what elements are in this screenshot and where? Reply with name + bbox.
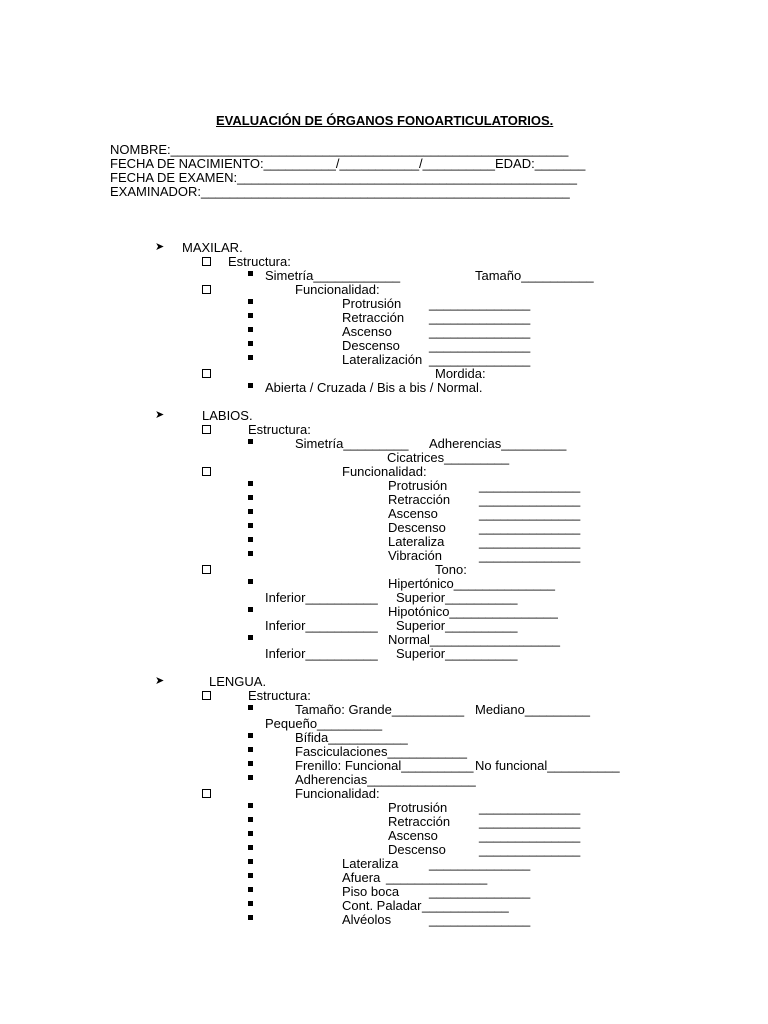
maxilar-mordida-options: Abierta / Cruzada / Bis a bis / Normal. [265,380,483,395]
labios-item-line: ______________ [479,520,581,535]
bullet-square-icon [248,733,253,738]
lengua-item-label: Cont. Paladar [342,898,422,913]
maxilar-heading: MAXILAR. [182,240,243,255]
labios-item-line: ______________ [479,506,581,521]
nombre-field: NOMBRE:_______________________________________________________ [110,142,569,157]
labios-hipotonico: Hipotónico_______________ [388,604,558,619]
maxilar-item-line: ______________ [429,338,531,353]
labios-simetria: Simetría_________ [295,436,409,451]
lengua-funcionalidad: Funcionalidad: [295,786,380,801]
labios-superior: Superior__________ [396,646,518,661]
labios-item-line: ______________ [479,478,581,493]
maxilar-estructura: Estructura: [228,254,291,269]
checkbox-icon [202,691,211,700]
labios-normal: Normal__________________ [388,632,561,647]
maxilar-item-line: ______________ [429,324,531,339]
bullet-square-icon [248,775,253,780]
chevron-right-icon: ➤ [155,675,165,687]
labios-item-label: Retracción [388,492,451,507]
bullet-square-icon [248,859,253,864]
labios-item-label: Ascenso [388,506,438,521]
chevron-right-icon: ➤ [155,241,165,253]
bullet-square-icon [248,495,253,500]
labios-adherencias: Adherencias_________ [429,436,567,451]
bullet-square-icon [248,607,253,612]
bullet-square-icon [248,383,253,388]
bullet-square-icon [248,705,253,710]
maxilar-item-label: Retracción [342,310,405,325]
lengua-item-line: ______________ [429,912,531,927]
lengua-item-line: ______________ [479,828,581,843]
labios-inferior: Inferior__________ [265,646,378,661]
checkbox-icon [202,369,211,378]
checkbox-icon [202,257,211,266]
checkbox-icon [202,789,211,798]
lengua-adherencias: Adherencias_______________ [295,772,476,787]
lengua-item-label: Alvéolos [342,912,392,927]
lengua-mediano: Mediano_________ [475,702,590,717]
checkbox-icon [202,467,211,476]
lengua-pequeno: Pequeño_________ [265,716,383,731]
fecha-nacimiento-field: FECHA DE NACIMIENTO:__________/___________/__________EDAD:_______ [110,156,586,171]
labios-heading: LABIOS. [202,408,253,423]
lengua-item-label: Afuera [342,870,381,885]
labios-item-label: Vibración [388,548,442,563]
bullet-square-icon [248,355,253,360]
lengua-item-label: Lateraliza [342,856,399,871]
labios-hipertonico: Hipertónico______________ [388,576,555,591]
bullet-square-icon [248,845,253,850]
maxilar-tamano: Tamaño__________ [475,268,594,283]
labios-funcionalidad: Funcionalidad: [342,464,427,479]
lengua-item-line: ______________ [429,856,531,871]
bullet-square-icon [248,635,253,640]
bullet-square-icon [248,873,253,878]
bullet-square-icon [248,341,253,346]
bullet-square-icon [248,523,253,528]
bullet-square-icon [248,313,253,318]
labios-superior: Superior__________ [396,618,518,633]
bullet-square-icon [248,327,253,332]
bullet-square-icon [248,915,253,920]
bullet-square-icon [248,579,253,584]
lengua-item-line: ______________ [386,870,488,885]
bullet-square-icon [248,299,253,304]
bullet-square-icon [248,831,253,836]
maxilar-item-line: ______________ [429,310,531,325]
lengua-item-label: Protrusión [388,800,448,815]
lengua-item-line: ______________ [479,800,581,815]
bullet-square-icon [248,761,253,766]
lengua-estructura: Estructura: [248,688,311,703]
lengua-fasciculaciones: Fasciculaciones___________ [295,744,468,759]
labios-item-line: ______________ [479,534,581,549]
lengua-item-line: ______________ [429,884,531,899]
lengua-item-line: ______________ [479,842,581,857]
maxilar-simetria: Simetría____________ [265,268,401,283]
lengua-item-label: Ascenso [388,828,438,843]
checkbox-icon [202,285,211,294]
labios-item-label: Protrusión [388,478,448,493]
bullet-square-icon [248,509,253,514]
bullet-square-icon [248,901,253,906]
bullet-square-icon [248,537,253,542]
maxilar-item-label: Protrusión [342,296,402,311]
lengua-tamano-grande: Tamaño: Grande__________ [295,702,465,717]
bullet-square-icon [248,271,253,276]
form-title: EVALUACIÓN DE ÓRGANOS FONOARTICULATORIOS. [216,113,554,128]
checkbox-icon [202,565,211,574]
lengua-frenillo: Frenillo: Funcional__________ [295,758,474,773]
maxilar-item-label: Lateralización [342,352,423,367]
labios-item-line: ______________ [479,548,581,563]
lengua-heading: LENGUA. [209,674,267,689]
bullet-square-icon [248,439,253,444]
lengua-item-line: ____________ [422,898,509,913]
maxilar-item-label: Descenso [342,338,400,353]
bullet-square-icon [248,817,253,822]
bullet-square-icon [248,887,253,892]
lengua-item-line: ______________ [479,814,581,829]
labios-inferior: Inferior__________ [265,590,378,605]
examinador-field: EXAMINADOR:___________________________________________________ [110,184,570,199]
lengua-no-funcional: No funcional__________ [475,758,620,773]
bullet-square-icon [248,803,253,808]
labios-tono: Tono: [435,562,467,577]
bullet-square-icon [248,481,253,486]
maxilar-item-line: ______________ [429,352,531,367]
bullet-square-icon [248,551,253,556]
maxilar-item-line: ______________ [429,296,531,311]
bullet-square-icon [248,747,253,752]
lengua-bifida: Bífida___________ [295,730,408,745]
lengua-item-label: Descenso [388,842,446,857]
chevron-right-icon: ➤ [155,409,165,421]
maxilar-funcionalidad: Funcionalidad: [295,282,380,297]
labios-item-line: ______________ [479,492,581,507]
lengua-item-label: Retracción [388,814,451,829]
checkbox-icon [202,425,211,434]
fecha-examen-field: FECHA DE EXAMEN:_______________________________________________ [110,170,577,185]
labios-item-label: Lateraliza [388,534,445,549]
maxilar-item-label: Ascenso [342,324,392,339]
maxilar-mordida: Mordida: [435,366,486,381]
labios-item-label: Descenso [388,520,446,535]
labios-inferior: Inferior__________ [265,618,378,633]
labios-estructura: Estructura: [248,422,311,437]
labios-cicatrices: Cicatrices_________ [387,450,510,465]
labios-superior: Superior__________ [396,590,518,605]
lengua-item-label: Piso boca [342,884,400,899]
